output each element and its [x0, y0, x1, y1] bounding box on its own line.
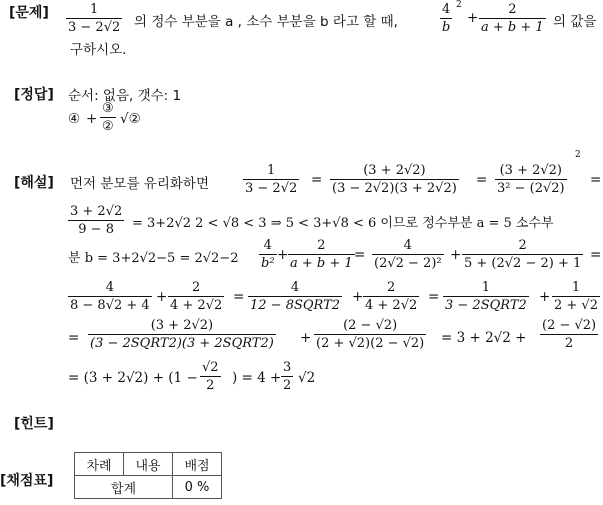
scoring-total-value: 0 % [173, 476, 222, 499]
exp-l3-frac4: $\frac{2}{5 + (2√2 - 2) + 1}$ [464, 238, 582, 271]
exp-l3-text: 분 b = 3+2√2−5 = 2√2−2 [68, 251, 239, 266]
exp-l3-frac1: $\frac{4}{\text{b²}}$ [261, 238, 275, 271]
scoring-header-points: 배점 [173, 453, 222, 476]
exp-l4-eq1: = [233, 289, 245, 305]
exp-l5-mid: = 3 + 2√2 + [441, 330, 527, 346]
exp-l4-frac5: 1 3 − 2SQRT2 [445, 280, 527, 313]
label-problem: [문제] [9, 5, 49, 21]
exp-l4-frac4: $\frac{2}{4 + 2√2}$ [365, 280, 418, 313]
exp-l1-eq1: = [311, 172, 323, 188]
problem-sup: 2 [456, 0, 462, 10]
scoring-table-total-row [75, 476, 222, 499]
problem-fraction-3: $\frac{2}{a + b + 1}$ [481, 2, 544, 35]
exp-l3-eq2: = [590, 247, 602, 263]
answer-order-count: 순서: 없음, 갯수: 1 [68, 88, 182, 104]
exp-l2-frac: $\frac{3 + 2√2}{9 - 8}$ [70, 204, 123, 237]
label-answer: [정답] [14, 87, 54, 103]
exp-l4-plus2: + [352, 289, 364, 305]
answer-circ4: ④ [68, 111, 81, 127]
exp-l6-text3: √2 [298, 370, 316, 386]
exp-l1-frac1: $\frac{1}{3 - 2√2}$ [245, 163, 298, 196]
exp-l1-frac2: $\frac{(3 + 2√2)}{(3 - 2√2)(3 + 2√2)}$ [332, 163, 457, 196]
exp-l5-frac3: $\frac{(2 - √2)}{2}$ [542, 318, 597, 351]
exp-l4-frac3: 4 12 − 8SQRT2 [250, 280, 341, 313]
label-explanation: [해설] [14, 175, 54, 191]
exp-l1-eq2: = [476, 172, 488, 188]
exp-l5-frac1: (3 + 2√2) (3 − 2SQRT2)(3 + 2SQRT2) [90, 318, 274, 351]
scoring-header-content: 내용 [124, 453, 173, 476]
exp-l3-frac2: $\frac{2}{a + b + 1}$ [290, 238, 353, 271]
problem-text-1: 의 정수 부분을 a , 소수 부분을 b 라고 할 때, [134, 14, 398, 30]
exp-l6-frac1: $\frac{√2}{2}$ [202, 360, 219, 393]
exp-l6-text2: ) = 4 + [232, 370, 282, 386]
problem-text-2: 의 값을 [553, 14, 597, 30]
exp-l1-sup: 2 [575, 150, 581, 160]
problem-text-3: 구하시오. [70, 42, 127, 58]
exp-l6-text1: = (3 + 2√2) + (1 − [68, 370, 198, 386]
scoring-table-header-row [75, 453, 222, 476]
exp-l3-plus1: + [277, 247, 289, 263]
exp-l2-text: = 3+2√2 2 < √8 < 3 ⇒ 5 < 3+√8 < 6 이므로 정수부분 a = 5 소수부 [132, 216, 554, 231]
exp-l4-eq2: = [428, 289, 440, 305]
explanation-intro: 먼저 분모를 유리화하면 [70, 176, 209, 192]
exp-l4-frac2: $\frac{2}{4 + 2√2}$ [170, 280, 223, 313]
exp-l3-frac3: $\frac{4}{\text{(2√2 − 2)²}}$ [374, 238, 442, 271]
answer-plus: + [86, 111, 98, 127]
answer-sqrt: √② [120, 111, 141, 127]
exp-l6-frac2: $\frac{3}{2}$ [283, 360, 292, 393]
scoring-table [74, 452, 222, 499]
exp-l1-eq3: = [590, 172, 602, 188]
problem-fraction-1: $\frac{1}{3 - 2√2}$ [68, 2, 121, 35]
exp-l3-eq: = [354, 247, 366, 263]
exp-l4-frac6: $\frac{1}{2 + √2}$ [554, 280, 598, 313]
label-hint: [힌트] [14, 416, 54, 432]
label-scoring: [채점표] [0, 473, 54, 489]
exp-l3-plus2: + [450, 247, 462, 263]
exp-l5-eq0: = [68, 330, 80, 346]
scoring-header-order: 차례 [75, 453, 124, 476]
scoring-total-label: 합계 [75, 476, 173, 499]
exp-l4-plus1: + [156, 289, 168, 305]
problem-plus: + [467, 10, 479, 26]
exp-l4-plus3: + [539, 289, 551, 305]
exp-l4-frac1: $\frac{4}{8 - 8√2 + 4}$ [70, 280, 150, 313]
exp-l5-plus: + [300, 330, 312, 346]
exp-l5-frac2: $\frac{(2 - √2)}{(2 + √2)(2 - √2)}$ [316, 318, 425, 351]
exp-l1-frac3: $\frac{(3 + 2√2)}{\text{3² − (2√2)}}$ [497, 163, 565, 196]
answer-fraction: ③ ② [102, 101, 114, 134]
problem-fraction-2: $\frac{4}{b}$ [442, 2, 451, 35]
